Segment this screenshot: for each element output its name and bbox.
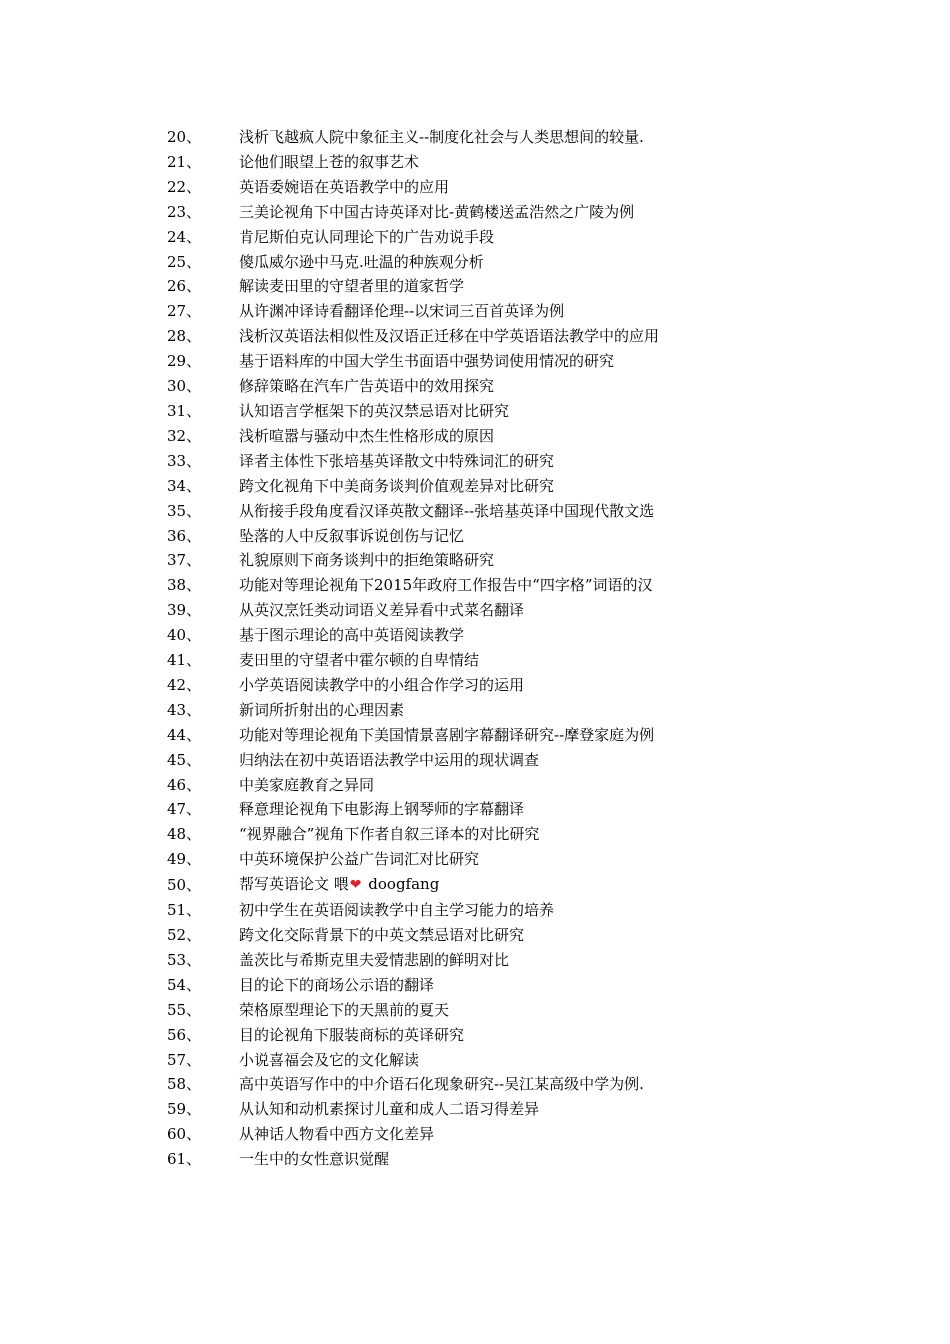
list-item bbox=[0, 847, 950, 872]
item-title: 归纳法在初中英语语法教学中运用的现状调查 bbox=[239, 750, 540, 769]
item-number: 61、 bbox=[167, 1150, 202, 1169]
list-item bbox=[0, 449, 950, 474]
list-item bbox=[0, 474, 950, 499]
item-number: 33、 bbox=[167, 451, 202, 470]
list-item bbox=[0, 698, 950, 723]
item-number: 55、 bbox=[167, 1000, 202, 1019]
item-number: 57、 bbox=[167, 1050, 202, 1069]
item-number: 20、 bbox=[167, 128, 202, 146]
document-page bbox=[0, 125, 950, 1172]
item-title-text: 帮写英语论文 喂 bbox=[239, 875, 349, 894]
list-item bbox=[0, 948, 950, 973]
item-title bbox=[239, 872, 714, 898]
heart-icon: ❤ bbox=[349, 877, 362, 894]
item-title: 目的论视角下服装商标的英译研究 bbox=[239, 1025, 465, 1044]
list-item bbox=[0, 125, 950, 150]
item-number: 32、 bbox=[167, 426, 202, 445]
item-number: 21、 bbox=[167, 152, 202, 171]
item-title: 解读麦田里的守望者里的道家哲学 bbox=[239, 277, 465, 296]
item-number: 25、 bbox=[167, 252, 202, 271]
list-item bbox=[0, 200, 950, 225]
item-number: 59、 bbox=[167, 1100, 202, 1119]
item-title: 从衔接手段角度看汉译英散文翻译--张培基英译中国现代散文选 bbox=[239, 501, 655, 520]
item-number: 41、 bbox=[167, 651, 202, 670]
item-number: 29、 bbox=[167, 352, 202, 371]
list-item bbox=[0, 898, 950, 923]
item-title: “视界融合”视角下作者自叙三译本的对比研究 bbox=[239, 825, 540, 844]
list-item bbox=[0, 548, 950, 573]
item-title: 浅析喧嚣与骚动中杰生性格形成的原因 bbox=[239, 426, 495, 445]
item-number: 31、 bbox=[167, 401, 202, 420]
item-title: 从认知和动机素探讨儿童和成人二语习得差异 bbox=[239, 1100, 540, 1119]
item-number: 42、 bbox=[167, 675, 202, 694]
list-item bbox=[0, 1147, 950, 1172]
item-title: 麦田里的守望者中霍尔顿的自卑情结 bbox=[239, 651, 480, 670]
list-item bbox=[0, 598, 950, 623]
item-number: 52、 bbox=[167, 926, 202, 944]
item-number: 36、 bbox=[167, 526, 202, 545]
list-item bbox=[0, 250, 950, 275]
item-title: 英语委婉语在英语教学中的应用 bbox=[239, 177, 450, 196]
item-number: 48、 bbox=[167, 825, 202, 844]
item-number: 38、 bbox=[167, 576, 202, 595]
list-item bbox=[0, 424, 950, 449]
item-title: 中美家庭教育之异同 bbox=[239, 775, 375, 794]
list-item bbox=[0, 998, 950, 1023]
item-title: 肯尼斯伯克认同理论下的广告劝说手段 bbox=[239, 227, 495, 246]
list-item bbox=[0, 1122, 950, 1147]
list-item bbox=[0, 1048, 950, 1073]
item-number: 56、 bbox=[167, 1025, 202, 1044]
list-item bbox=[0, 150, 950, 175]
item-title: 新词所折射出的心理因素 bbox=[239, 700, 405, 719]
item-title: 中英环境保护公益广告词汇对比研究 bbox=[239, 850, 480, 869]
list-item bbox=[0, 175, 950, 200]
item-title: 修辞策略在汽车广告英语中的效用探究 bbox=[239, 377, 495, 396]
list-item bbox=[0, 274, 950, 299]
item-number: 22、 bbox=[167, 177, 202, 196]
item-title: 坠落的人中反叙事诉说创伤与记忆 bbox=[239, 526, 465, 545]
list-item bbox=[0, 399, 950, 424]
item-number: 46、 bbox=[167, 775, 202, 794]
item-title: 三美论视角下中国古诗英译对比-黄鹤楼送孟浩然之广陵为例 bbox=[239, 202, 635, 221]
item-number: 40、 bbox=[167, 626, 202, 645]
item-number: 45、 bbox=[167, 750, 202, 769]
item-title-text: doogfang bbox=[363, 875, 440, 894]
item-title: 小说喜福会及它的文化解读 bbox=[239, 1050, 420, 1069]
list-item bbox=[0, 748, 950, 773]
item-number: 34、 bbox=[167, 476, 202, 495]
item-title: 跨文化交际背景下的中英文禁忌语对比研究 bbox=[239, 926, 525, 944]
item-number: 30、 bbox=[167, 377, 202, 396]
list-item bbox=[0, 648, 950, 673]
item-number: 44、 bbox=[167, 725, 202, 744]
item-number: 51、 bbox=[167, 901, 202, 920]
list-item bbox=[0, 797, 950, 822]
item-number: 23、 bbox=[167, 202, 202, 221]
item-number: 60、 bbox=[167, 1125, 202, 1144]
list-item bbox=[0, 1023, 950, 1048]
item-title: 跨文化视角下中美商务谈判价值观差异对比研究 bbox=[239, 476, 555, 495]
item-title: 盖茨比与希斯克里夫爱情悲剧的鲜明对比 bbox=[239, 950, 510, 969]
item-title: 目的论下的商场公示语的翻译 bbox=[239, 975, 435, 994]
item-title: 礼貌原则下商务谈判中的拒绝策略研究 bbox=[239, 551, 495, 570]
thesis-topic-list bbox=[0, 125, 950, 1172]
list-item bbox=[0, 623, 950, 648]
item-title: 初中学生在英语阅读教学中自主学习能力的培养 bbox=[239, 901, 555, 920]
item-title: 浅析汉英语法相似性及汉语正迁移在中学英语语法教学中的应用 bbox=[239, 327, 660, 346]
list-item bbox=[0, 573, 950, 598]
item-number: 24、 bbox=[167, 227, 202, 246]
list-item bbox=[0, 1072, 950, 1097]
item-title: 傻瓜威尔逊中马克.吐温的种族观分析 bbox=[239, 252, 484, 271]
item-title: 小学英语阅读教学中的小组合作学习的运用 bbox=[239, 675, 525, 694]
list-item bbox=[0, 374, 950, 399]
item-number: 26、 bbox=[167, 277, 202, 296]
item-title: 译者主体性下张培基英译散文中特殊词汇的研究 bbox=[239, 451, 555, 470]
list-item bbox=[0, 773, 950, 798]
list-item bbox=[0, 524, 950, 549]
list-item bbox=[0, 499, 950, 524]
item-number: 54、 bbox=[167, 975, 202, 994]
item-number: 37、 bbox=[167, 551, 202, 570]
list-item bbox=[0, 973, 950, 998]
list-item bbox=[0, 923, 950, 948]
item-title: 浅析飞越疯人院中象征主义--制度化社会与人类思想间的较量. bbox=[239, 128, 644, 146]
item-title: 基于语料库的中国大学生书面语中强势词使用情况的研究 bbox=[239, 352, 615, 371]
item-title: 认知语言学框架下的英汉禁忌语对比研究 bbox=[239, 401, 510, 420]
list-item bbox=[0, 225, 950, 250]
item-title: 论他们眼望上苍的叙事艺术 bbox=[239, 152, 420, 171]
list-item bbox=[0, 1097, 950, 1122]
item-number: 53、 bbox=[167, 950, 202, 969]
item-title: 基于图示理论的高中英语阅读教学 bbox=[239, 626, 465, 645]
list-item bbox=[0, 349, 950, 374]
item-title: 释意理论视角下电影海上钢琴师的字幕翻译 bbox=[239, 800, 525, 819]
item-title: 从英汉烹饪类动词语义差异看中式菜名翻译 bbox=[239, 601, 525, 620]
item-title: 功能对等理论视角下美国情景喜剧字幕翻译研究--摩登家庭为例 bbox=[239, 725, 655, 744]
item-number: 47、 bbox=[167, 800, 202, 819]
list-item bbox=[0, 299, 950, 324]
list-item bbox=[0, 822, 950, 847]
list-item bbox=[0, 673, 950, 698]
list-item bbox=[0, 324, 950, 349]
item-number: 49、 bbox=[167, 850, 202, 869]
item-title: 从神话人物看中西方文化差异 bbox=[239, 1125, 435, 1144]
item-title: 高中英语写作中的中介语石化现象研究--吴江某高级中学为例. bbox=[239, 1075, 644, 1094]
item-number: 35、 bbox=[167, 501, 202, 520]
list-item bbox=[0, 723, 950, 748]
item-number: 39、 bbox=[167, 601, 202, 620]
item-number: 50、 bbox=[167, 876, 202, 895]
item-number: 28、 bbox=[167, 327, 202, 346]
item-number: 43、 bbox=[167, 700, 202, 719]
item-number: 58、 bbox=[167, 1075, 202, 1094]
item-number: 27、 bbox=[167, 302, 202, 321]
item-title: 荣格原型理论下的天黑前的夏天 bbox=[239, 1000, 450, 1019]
list-item bbox=[0, 872, 950, 898]
item-title: 功能对等理论视角下2015年政府工作报告中“四字格”词语的汉 bbox=[239, 576, 653, 595]
item-title: 一生中的女性意识觉醒 bbox=[239, 1150, 390, 1169]
item-title: 从许渊冲译诗看翻译伦理--以宋词三百首英译为例 bbox=[239, 302, 565, 321]
